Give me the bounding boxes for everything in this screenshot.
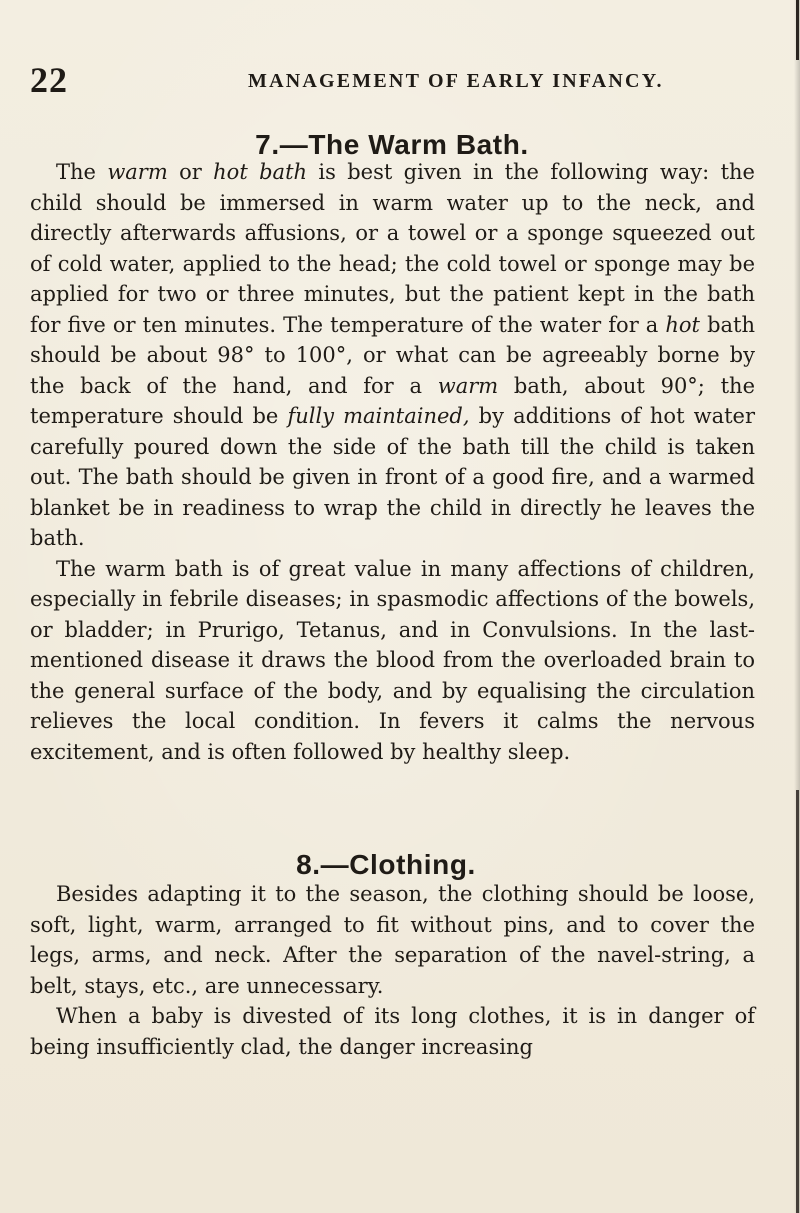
page-edge-mark [796,790,799,1213]
paragraph: The warm bath is of great value in many affections of children, especially in febrile diseases; in spasmodic affections of the bowels, or bladder; in Prurigo, Tetanus, and in Convulsions. In the last-mentioned disease it draws the blood from the overloaded brain to the general surface of the body, and by equalising the circulation relieves the local condition. In fevers it calms the nervous excitement, and is often followed by healthy sleep. [30,556,755,764]
paragraph: When a baby is divested of its long clothes, it is in danger of being insufficiently clad, the danger increasing [30,1004,755,1059]
paragraph: The warm or hot bath is best given in the following way: the child should be immersed in warm water up to the neck, and directly afterwards affusions, or a towel or a sponge squeezed out of cold water, applied to the head; the cold towel or sponge may be applied for two or three minutes, but the patient kept in the bath for five or ten minutes. The temperature of the water for a hot bath should be about 98° to 100°, or what can be agreeably borne by the back of the hand, and for a warm bath, about 90°; the temperature should be fully maintained, by additions of hot water carefully poured down the side of the bath till the child is taken out. The bath should be given in front of a good fire, and a warmed blanket be in readiness to wrap the child in directly he leaves the bath. [30,160,756,550]
running-head: MANAGEMENT OF EARLY INFANCY. [248,70,664,92]
section-heading-warm-bath: 7.—The Warm Bath. [255,129,529,160]
section-body-warm-bath [30,157,755,767]
page-number: 22 [30,60,68,100]
paragraph: Besides adapting it to the season, the clothing should be loose, soft, light, warm, arranged to fit without pins, and to cover the legs, arms, and neck. After the separation of the navel-string, a belt, stays, etc., are unnecessary. [30,882,755,998]
section-heading-clothing: 8.—Clothing. [296,849,476,880]
page-edge-mark [796,0,799,60]
section-body-clothing [30,879,755,1062]
page-header [30,60,770,100]
